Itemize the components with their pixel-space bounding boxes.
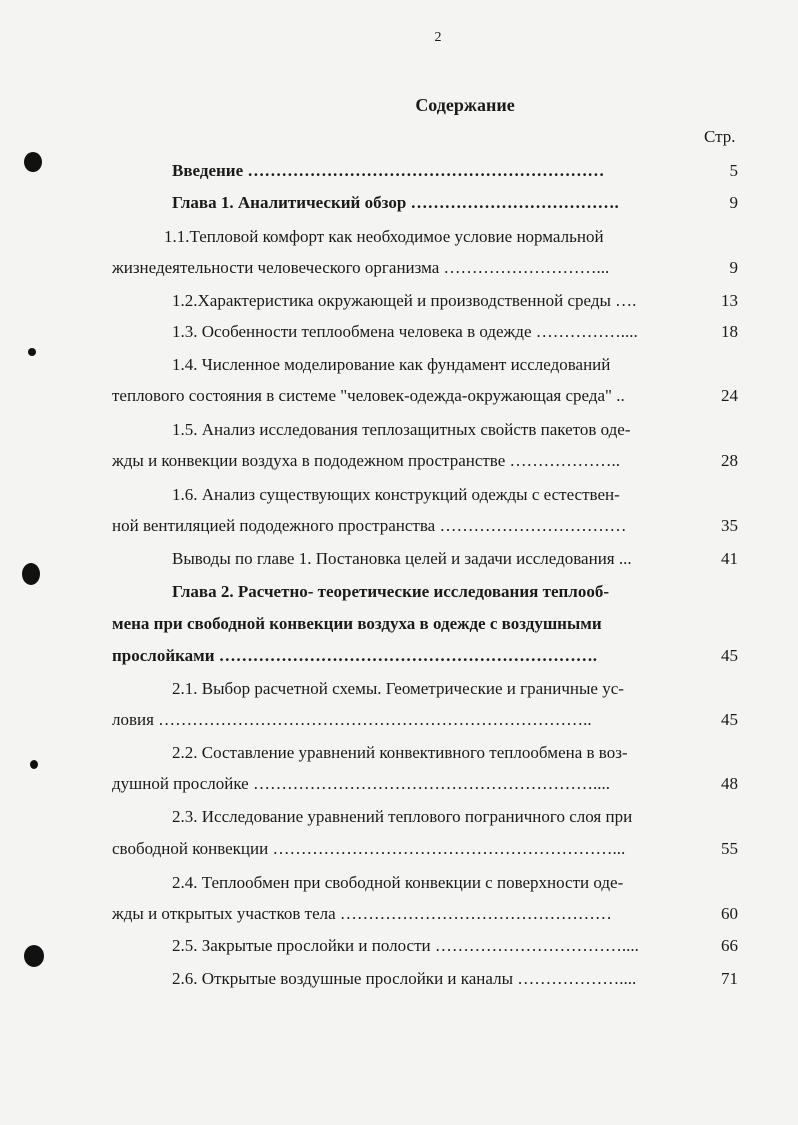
toc-entry-1-1-line2[interactable] [112, 257, 752, 279]
toc-entry-text: ловия ………………………………………………………………….. [112, 710, 592, 729]
toc-entry-page: 55 [721, 839, 738, 858]
toc-entry-page: 45 [721, 710, 738, 729]
toc-entry-page: 28 [721, 451, 738, 470]
toc-entry-1-5-line1[interactable] [112, 419, 752, 441]
toc-entry-text: 1.6. Анализ существующих конструкций одежды с естествен- [172, 485, 620, 504]
toc-entry-page: 71 [721, 969, 738, 988]
toc-entry-text: 2.2. Составление уравнений конвективного теплообмена в воз- [172, 743, 628, 762]
toc-entry-2-4-line1[interactable] [112, 872, 752, 894]
punch-hole-mark [24, 152, 42, 172]
toc-entry-page: 5 [729, 161, 738, 180]
toc-entry-text: 2.1. Выбор расчетной схемы. Геометрические и граничные ус- [172, 679, 624, 698]
toc-entry-2-1-line2[interactable] [112, 709, 752, 731]
toc-entry-2-3-line2[interactable] [112, 838, 752, 860]
toc-entry-text: прослойками …………………………………………………………. [112, 646, 598, 665]
toc-entry-text: 1.1.Тепловой комфорт как необходимое условие нормальной [164, 227, 604, 246]
toc-entry-text: Выводы по главе 1. Постановка целей и задачи исследования ... [172, 549, 632, 568]
toc-entry-1-5-line2[interactable] [112, 450, 752, 472]
toc-entry-2-1-line1[interactable] [112, 678, 752, 700]
toc-entry-text: Глава 1. Аналитический обзор ………………………………. [172, 193, 619, 212]
toc-entry-chapter-1[interactable] [112, 192, 752, 214]
toc-entry-text: Глава 2. Расчетно- теоретические исследования теплооб- [172, 582, 609, 601]
toc-entry-text: 2.4. Теплообмен при свободной конвекции с поверхности оде- [172, 873, 624, 892]
toc-entry-2-2-line1[interactable] [112, 742, 752, 764]
toc-entry-text: 1.4. Численное моделирование как фундамент исследований [172, 355, 611, 374]
toc-entry-1-4-line2[interactable] [112, 385, 752, 407]
toc-entry-text: душной прослойке …………………………………………………….... [112, 774, 610, 793]
punch-hole-mark [28, 348, 36, 356]
toc-entry-page: 66 [721, 936, 738, 955]
toc-entry-2-6[interactable] [112, 968, 752, 990]
toc-entry-text: 1.2.Характеристика окружающей и производственной среды …. [172, 291, 637, 310]
toc-entry-text: Введение ……………………………………………………… [172, 161, 605, 180]
toc-entry-page: 48 [721, 774, 738, 793]
toc-entry-page: 41 [721, 549, 738, 568]
toc-entry-2-2-line2[interactable] [112, 773, 752, 795]
toc-entry-page: 60 [721, 904, 738, 923]
toc-entry-text: 2.3. Исследование уравнений теплового пограничного слоя при [172, 807, 633, 826]
punch-hole-mark [30, 760, 38, 769]
page-column-header: Стр. [704, 127, 736, 146]
toc-entry-page: 9 [729, 258, 738, 277]
toc-entry-page: 35 [721, 516, 738, 535]
toc-entry-1-6-line2[interactable] [112, 515, 752, 537]
toc-entry-text: жды и открытых участков тела ………………………………………… [112, 904, 612, 923]
toc-entry-1-6-line1[interactable] [112, 484, 752, 506]
toc-entry-text: жды и конвекции воздуха в пододежном пространстве ……………….. [112, 451, 621, 470]
toc-entry-text: 1.3. Особенности теплообмена человека в одежде …………….... [172, 322, 638, 341]
toc-entry-text: 2.6. Открытые воздушные прослойки и каналы ……………….... [172, 969, 637, 988]
toc-entry-2-4-line2[interactable] [112, 903, 752, 925]
toc-entry-chapter-2-line2[interactable] [112, 613, 752, 635]
punch-hole-mark [22, 563, 40, 585]
toc-entry-page: 18 [721, 322, 738, 341]
toc-entry-chapter-2-line1[interactable] [112, 581, 752, 603]
toc-entry-conclusions-1[interactable] [112, 548, 752, 570]
toc-entry-page: 9 [729, 193, 738, 212]
toc-entry-text: 1.5. Анализ исследования теплозащитных свойств пакетов оде- [172, 420, 631, 439]
toc-entry-text: теплового состояния в системе "человек-одежда-окружающая среда" .. [112, 386, 625, 405]
toc-entry-text: ной вентиляцией пододежного пространства …………………………… [112, 516, 627, 535]
page-number: 2 [434, 30, 442, 45]
toc-entry-text: мена при свободной конвекции воздуха в одежде с воздушными [112, 614, 602, 633]
toc-entry-2-5[interactable] [112, 935, 752, 957]
toc-entry-page: 45 [721, 646, 738, 665]
toc-entry-1-4-line1[interactable] [112, 354, 752, 376]
toc-entry-1-2[interactable] [112, 290, 752, 312]
toc-entry-chapter-2-line3[interactable] [112, 645, 752, 667]
toc-entry-1-3[interactable] [112, 321, 752, 343]
punch-hole-mark [24, 945, 44, 967]
toc-entry-text: жизнедеятельности человеческого организма ………………………... [112, 258, 610, 277]
toc-entry-2-3-line1[interactable] [112, 806, 752, 828]
page-title: Содержание [415, 95, 515, 115]
toc-entry-1-1-line1[interactable] [112, 226, 752, 248]
toc-entry-page: 13 [721, 291, 738, 310]
toc-entry-text: свободной конвекции ……………………………………………………... [112, 839, 626, 858]
toc-entry-page: 24 [721, 386, 738, 405]
toc-entry-text: 2.5. Закрытые прослойки и полости …………………………….... [172, 936, 639, 955]
toc-entry-introduction[interactable] [112, 160, 752, 182]
